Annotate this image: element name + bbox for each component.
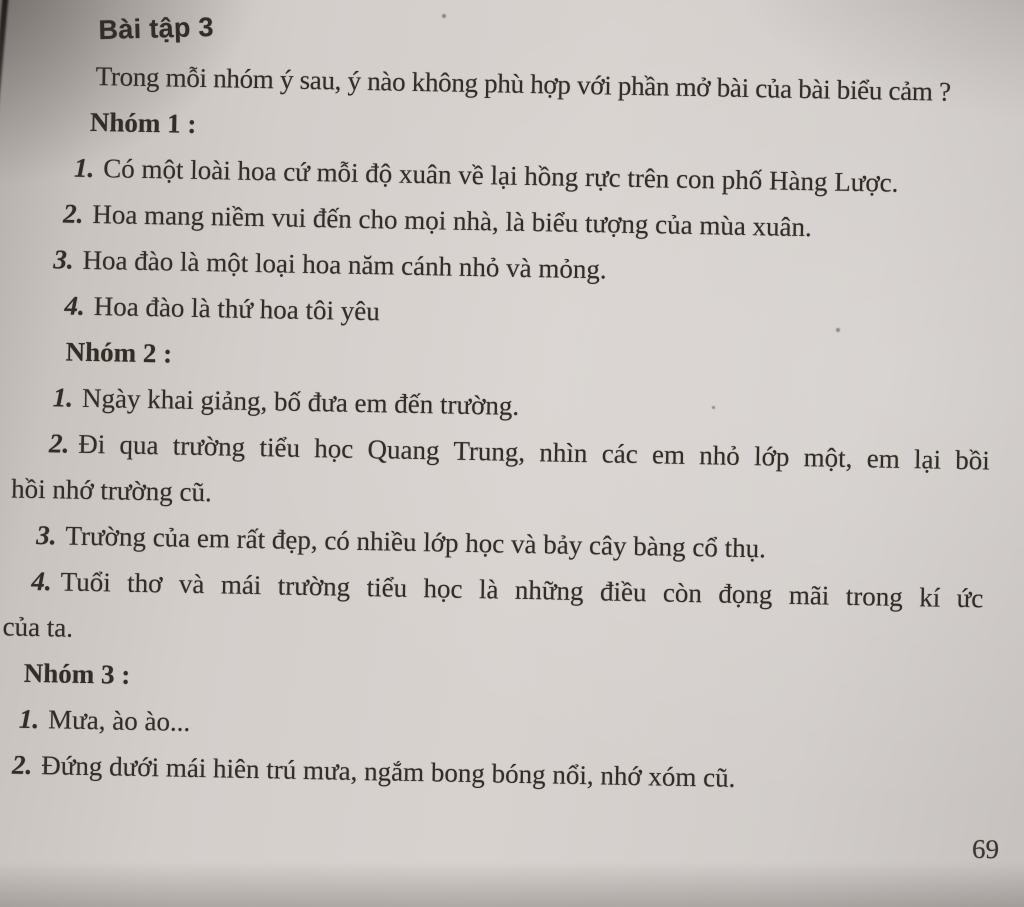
item-number: 2.: [48, 428, 70, 459]
question-text: Trong mỗi nhóm ý sau, ý nào không phù hợp với phần mở bài của bài biểu cảm ?: [95, 61, 952, 107]
item-text: Hoa mang niềm vui đến cho mọi nhà, là biểu tượng của mùa xuân.: [92, 198, 813, 243]
group-2-label: Nhóm 2 :: [65, 336, 173, 369]
item-text: Ngày khai giảng, bố đưa em đến trường.: [81, 382, 520, 421]
item-number: 2.: [11, 749, 33, 780]
item-text: Hoa đào là một loại hoa năm cánh nhỏ và mỏng.: [82, 244, 607, 285]
item-number: 3.: [36, 520, 57, 551]
item-text: Tuổi thơ và mái trường tiểu học là những điều còn đọng mãi trong kí ức: [60, 566, 984, 614]
item-number: 4.: [64, 290, 86, 321]
item-text: Có một loài hoa cứ mỗi độ xuân về lại hồng rực trên con phố Hàng Lược.: [103, 153, 899, 198]
group-1-label: Nhóm 1 :: [89, 106, 197, 139]
item-text: Mưa, ào ào...: [47, 704, 191, 737]
group-1: [0, 97, 1022, 346]
item-text: Đi qua trường tiểu học Quang Trung, nhìn các em nhỏ lớp một, em lại bồi: [77, 428, 991, 476]
group-2: [0, 327, 1018, 668]
item-number: 3.: [53, 244, 74, 275]
group-3: [0, 649, 1012, 806]
page-number: 69: [971, 833, 1000, 865]
item-text: Trường của em rất đẹp, có nhiều lớp học và bảy cây bàng cổ thụ.: [65, 520, 767, 564]
group-3-label: Nhóm 3 :: [23, 657, 131, 690]
item-number: 1.: [73, 152, 95, 184]
item-text: Đứng dưới mái hiên trú mưa, ngắm bong bóng nổi, nhớ xóm cũ.: [41, 750, 736, 793]
item-number: 4.: [31, 565, 52, 597]
item-text: Hoa đào là thứ hoa tôi yêu: [93, 291, 381, 327]
item-number: 1.: [52, 382, 74, 413]
exercise-title-text: Bài tập 3: [98, 11, 215, 46]
item-number: 1.: [18, 703, 40, 735]
group-2-item-2-continued: hồi nhớ trường cũ.: [10, 473, 213, 508]
page-content: [0, 5, 1024, 806]
group-2-item-4-continued: của ta.: [2, 611, 74, 643]
item-number: 2.: [62, 198, 84, 229]
